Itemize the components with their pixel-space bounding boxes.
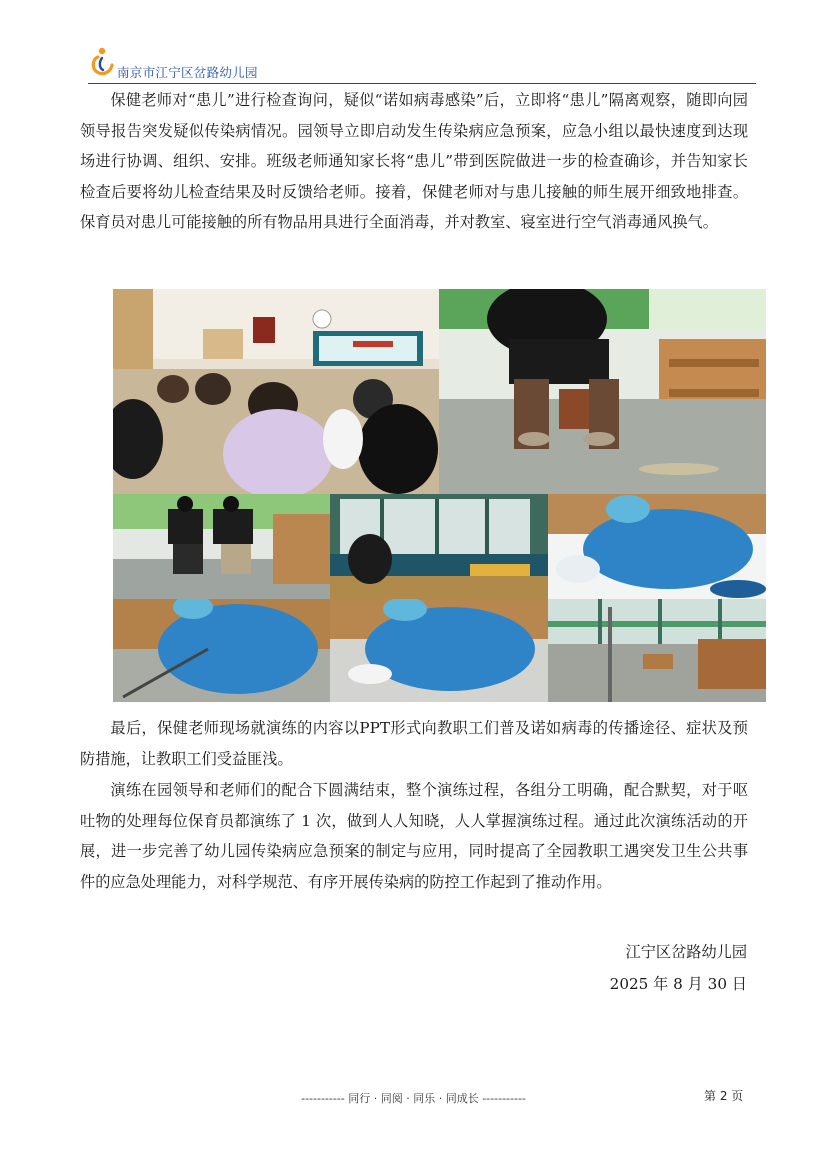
page-number: 第 2 页 bbox=[704, 1089, 744, 1103]
disinfect-floor-photo bbox=[330, 599, 548, 702]
paragraph-summary: 演练在园领导和老师们的配合下圆满结束，整个演练过程，各组分工明确，配合默契，对于呕吐物的处理每位保育员都演练了 1 次，做到人人知晓，人人掌握演练过程。通过此次演练活动的开展，进一步完善了幼儿园传染病应急预案的制定与应用，同时提高了全园教职工遇突发卫生公共事件的应急处理能力，对科学规范、有序开展传染病的防控工作起到了推动作用。 bbox=[80, 781, 748, 891]
header-title: 南京市江宁区岔路幼儿园 bbox=[117, 65, 258, 80]
header-rule bbox=[88, 83, 756, 84]
floor-wipe-photo bbox=[548, 494, 766, 599]
paragraph-ppt-lecture: 最后，保健老师现场就演练的内容以PPT形式向教职工们普及诺如病毒的传播途径、症状及预防措施，让教职工们受益匪浅。 bbox=[80, 719, 748, 768]
empty-classroom-photo bbox=[548, 599, 766, 702]
page-header bbox=[88, 42, 756, 84]
ppt-lecture-photo bbox=[113, 289, 439, 494]
mop-floor-photo bbox=[113, 599, 330, 702]
photo-collage bbox=[113, 289, 766, 702]
teacher-escort-photo bbox=[113, 494, 330, 599]
signature-org: 江宁区岔路幼儿园 bbox=[625, 943, 747, 961]
paragraph-drill-process: 保健老师对“患儿”进行检查询问，疑似“诺如病毒感染”后，立即将“患儿”隔离观察，随即向园领导报告突发疑似传染病情况。园领导立即启动发生传染病应急预案，应急小组以最快速度到达现场进行协调、组织、安排。班级老师通知家长将“患儿”带到医院做进一步的检查确诊，并告知家长检查后要将幼儿检查结果及时反馈给老师。接着，保健老师对与患儿接触的师生展开细致地排查。保育员对患儿可能接触的所有物品用具进行全面消毒，并对教室、寝室进行空气消毒通风换气。 bbox=[80, 91, 748, 232]
classroom-ventilation-photo bbox=[330, 494, 548, 599]
kindergarten-logo-icon bbox=[90, 46, 114, 76]
signature-date: 2025 年 8 月 30 日 bbox=[609, 975, 747, 993]
child-vomiting-photo bbox=[439, 289, 766, 494]
footer-motto: ----------- 同行 · 同阅 · 同乐 · 同成长 ----------- bbox=[301, 1092, 526, 1105]
